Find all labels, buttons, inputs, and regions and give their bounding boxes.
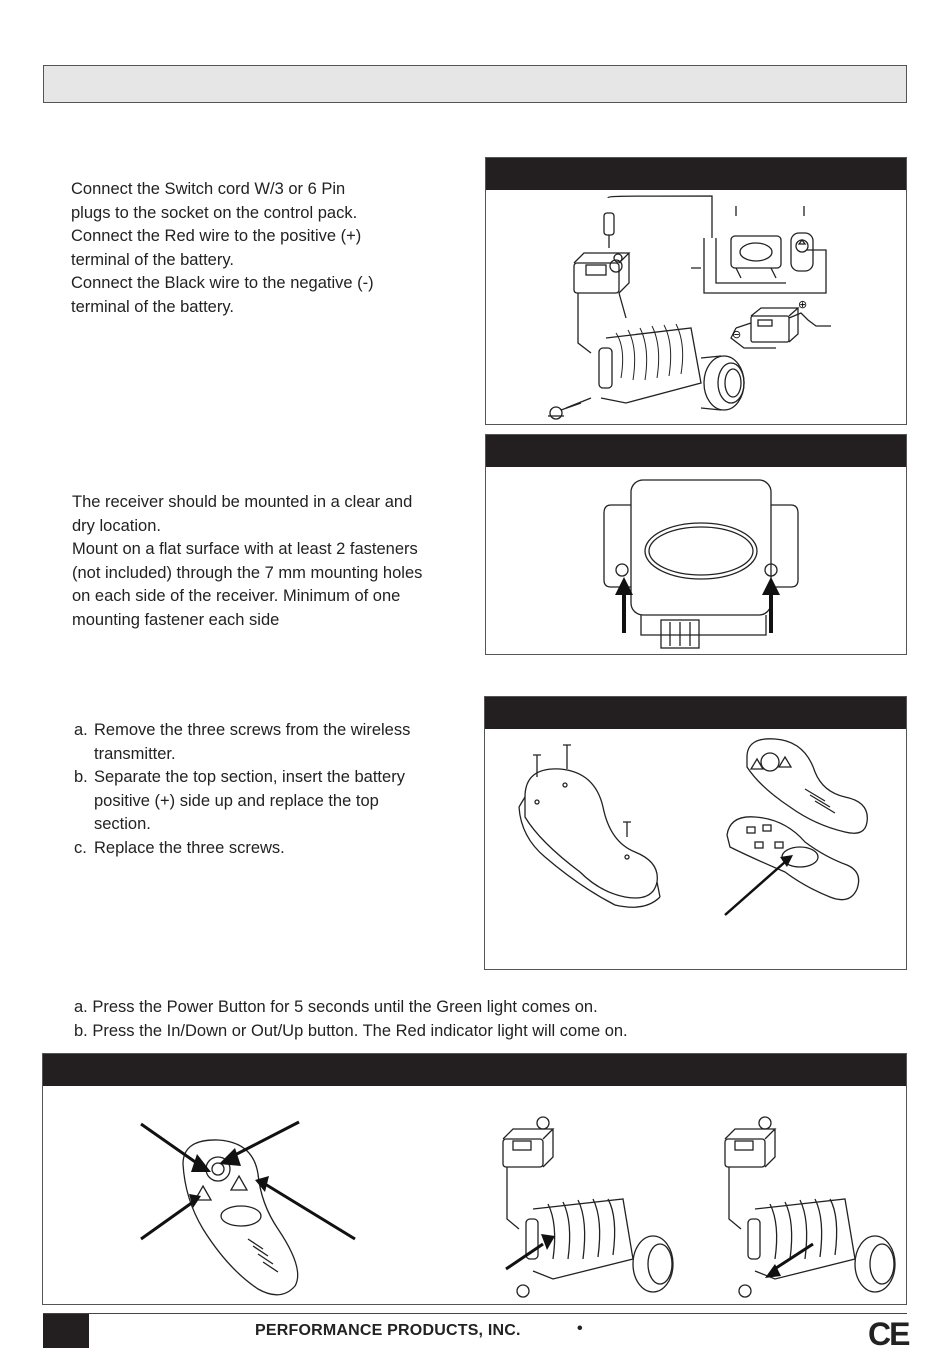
step2-instructions [72,491,482,632]
receiver-mounting-figure [485,434,907,655]
list-item [74,766,474,837]
operation-figure [42,1053,907,1305]
step2-line: on each side of the receiver. Minimum of one [72,587,401,605]
step1-line: Connect the Red wire to the positive (+) [71,227,362,245]
wiring-figure [485,157,907,425]
step2-line: The receiver should be mounted in a clear and [72,493,413,511]
list-line: Remove the three screws from the wireless [94,721,411,739]
step1-line: terminal of the battery. [71,250,234,269]
step4-line: a. Press the Power Button for 5 seconds until the Green light comes on. [74,998,598,1016]
step1-line: Connect the Switch cord W/3 or 6 Pin [71,180,346,198]
step1-line: Connect the Black wire to the negative (-) [71,274,374,292]
transmitter-diagram [485,697,906,969]
step1-line: plugs to the socket on the control pack. [71,203,358,222]
list-item [74,719,474,766]
list-key: b. [74,768,88,786]
step1-line: terminal of the battery. [71,297,234,316]
winch-wiring-diagram [486,158,906,424]
list-line: transmitter. [94,744,176,763]
receiver-diagram [486,435,906,654]
footer-company: PERFORMANCE PRODUCTS, INC. [255,1322,521,1339]
step2-line: (not included) through the 7 mm mounting holes [72,563,423,582]
ce-mark: CE [868,1316,909,1352]
footer-rule [43,1313,907,1314]
list-key: c. [74,838,87,857]
list-line: Separate the top section, insert the battery [94,768,405,786]
list-key: a. [74,721,88,739]
step2-line: dry location. [72,516,161,535]
footer-bullet: • [577,1320,583,1337]
battery-plus-symbol: ⊕ [798,298,808,311]
step2-line: Mount on a flat surface with at least 2 fasteners [72,540,418,558]
step3-instructions [74,719,474,860]
list-line: positive (+) side up and replace the top [94,791,379,810]
step4-line: b. Press the In/Down or Out/Up button. The Red indicator light will come on. [74,1021,628,1040]
transmitter-battery-figure [484,696,907,970]
step4-instructions [74,996,874,1043]
operation-diagram [43,1054,906,1304]
battery-minus-symbol: ⊖ [732,328,742,341]
step2-line: mounting fastener each side [72,610,280,629]
step1-instructions [71,178,471,319]
list-item [74,837,474,861]
page-title-bar [43,65,907,103]
list-line: section. [94,815,151,833]
list-line: Replace the three screws. [94,838,285,857]
page-number-box [43,1314,89,1348]
